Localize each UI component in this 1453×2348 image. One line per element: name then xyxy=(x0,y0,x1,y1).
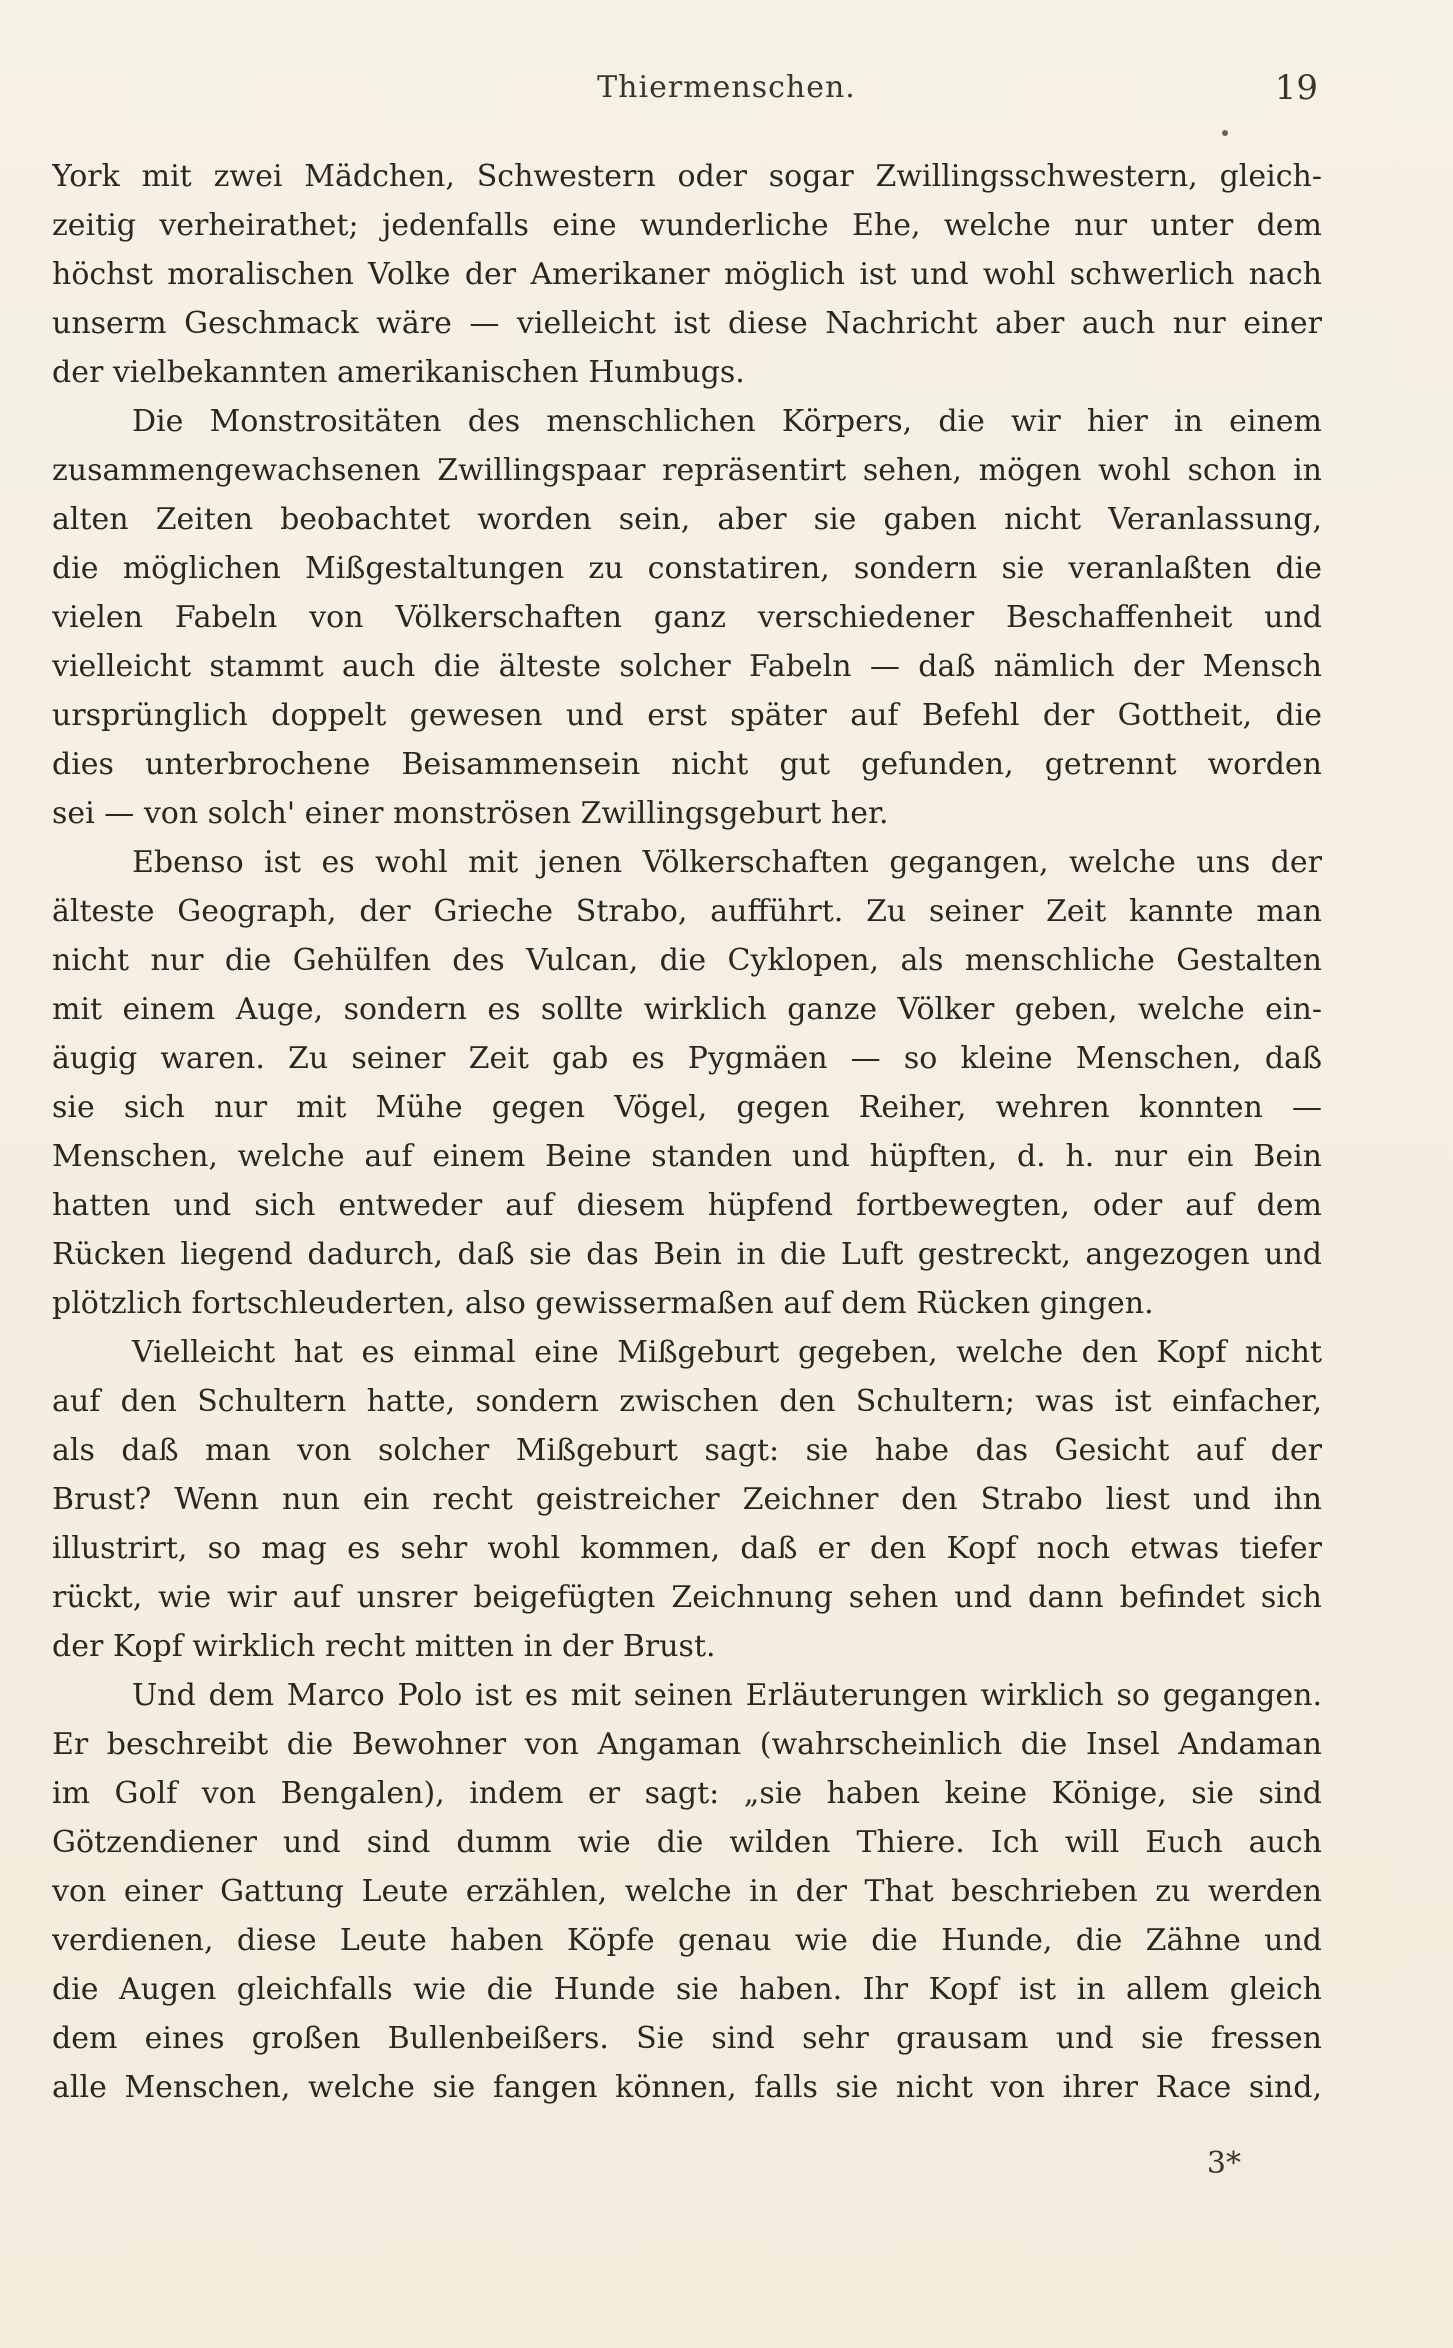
text-line: Und dem Marco Polo ist es mit seinen Erläuterungen wirklich so gegangen. xyxy=(132,1678,1322,1713)
text-line: York mit zwei Mädchen, Schwestern oder sogar Zwillingsschwestern, gleich- xyxy=(52,159,1322,194)
text-line: ursprünglich doppelt gewesen und erst später auf Befehl der Gottheit, die xyxy=(52,698,1322,733)
text-line: von einer Gattung Leute erzählen, welche in der That beschrieben zu werden xyxy=(52,1874,1322,1909)
text-line: rückt, wie wir auf unsrer beigefügten Zeichnung sehen und dann befindet sich xyxy=(52,1580,1322,1615)
text-line: älteste Geograph, der Grieche Strabo, aufführt. Zu seiner Zeit kannte man xyxy=(52,894,1322,929)
text-line: dem eines großen Bullenbeißers. Sie sind sehr grausam und sie fressen xyxy=(52,2021,1322,2056)
text-line: vielleicht stammt auch die älteste solcher Fabeln — daß nämlich der Mensch xyxy=(52,649,1322,684)
text-line: die möglichen Mißgestaltungen zu constatiren, sondern sie veranlaßten die xyxy=(52,551,1322,586)
text-line: Menschen, welche auf einem Beine standen und hüpften, d. h. nur ein Bein xyxy=(52,1139,1322,1174)
text-line: illustrirt, so mag es sehr wohl kommen, daß er den Kopf noch etwas tiefer xyxy=(52,1531,1322,1566)
text-line: Er beschreibt die Bewohner von Angaman (wahrscheinlich die Insel Andaman xyxy=(52,1727,1322,1762)
text-line: hatten und sich entweder auf diesem hüpfend fortbewegten, oder auf dem xyxy=(52,1188,1322,1223)
text-line: zusammengewachsenen Zwillingspaar repräsentirt sehen, mögen wohl schon in xyxy=(52,453,1322,488)
text-line: Götzendiener und sind dumm wie die wilden Thiere. Ich will Euch auch xyxy=(52,1825,1322,1860)
text-line: verdienen, diese Leute haben Köpfe genau wie die Hunde, die Zähne und xyxy=(52,1923,1322,1958)
text-line: mit einem Auge, sondern es sollte wirklich ganze Völker geben, welche ein- xyxy=(52,992,1322,1027)
text-line: sie sich nur mit Mühe gegen Vögel, gegen Reiher, wehren konnten — xyxy=(52,1090,1322,1125)
text-line: im Golf von Bengalen), indem er sagt: „sie haben keine Könige, sie sind xyxy=(52,1776,1322,1811)
text-line: Vielleicht hat es einmal eine Mißgeburt gegeben, welche den Kopf nicht xyxy=(132,1335,1322,1370)
text-line: alle Menschen, welche sie fangen können, falls sie nicht von ihrer Race sind, xyxy=(52,2070,1322,2105)
running-title: Thiermenschen. xyxy=(597,70,856,105)
text-line: als daß man von solcher Mißgeburt sagt: sie habe das Gesicht auf der xyxy=(52,1433,1322,1468)
print-speck xyxy=(1222,130,1228,136)
text-line: die Augen gleichfalls wie die Hunde sie haben. Ihr Kopf ist in allem gleich xyxy=(52,1972,1322,2007)
text-line: Ebenso ist es wohl mit jenen Völkerschaften gegangen, welche uns der xyxy=(132,845,1322,880)
text-line: dies unterbrochene Beisammensein nicht gut gefunden, getrennt worden xyxy=(52,747,1322,782)
text-line: sei — von solch' einer monströsen Zwillingsgeburt her. xyxy=(52,796,889,831)
text-line: alten Zeiten beobachtet worden sein, aber sie gaben nicht Veranlassung, xyxy=(52,502,1322,537)
text-line: auf den Schultern hatte, sondern zwischen den Schultern; was ist einfacher, xyxy=(52,1384,1322,1419)
text-line: der vielbekannten amerikanischen Humbugs. xyxy=(52,355,745,390)
text-line: zeitig verheirathet; jedenfalls eine wunderliche Ehe, welche nur unter dem xyxy=(52,208,1322,243)
text-line: vielen Fabeln von Völkerschaften ganz verschiedener Beschaffenheit und xyxy=(52,600,1322,635)
text-line: der Kopf wirklich recht mitten in der Brust. xyxy=(52,1629,716,1664)
text-line: unserm Geschmack wäre — vielleicht ist diese Nachricht aber auch nur einer xyxy=(52,306,1322,341)
signature-mark: 3* xyxy=(1206,2146,1241,2181)
text-line: plötzlich fortschleuderten, also gewissermaßen auf dem Rücken gingen. xyxy=(52,1286,1154,1321)
text-line: höchst moralischen Volke der Amerikaner möglich ist und wohl schwerlich nach xyxy=(52,257,1322,292)
text-line: Brust? Wenn nun ein recht geistreicher Zeichner den Strabo liest und ihn xyxy=(52,1482,1322,1517)
text-line: Die Monstrositäten des menschlichen Körpers, die wir hier in einem xyxy=(132,404,1322,439)
body-text xyxy=(52,152,1322,2112)
text-line: nicht nur die Gehülfen des Vulcan, die Cyklopen, als menschliche Gestalten xyxy=(52,943,1322,978)
page-number: 19 xyxy=(1274,68,1318,108)
text-line: Rücken liegend dadurch, daß sie das Bein in die Luft gestreckt, angezogen und xyxy=(52,1237,1322,1272)
text-line: äugig waren. Zu seiner Zeit gab es Pygmäen — so kleine Menschen, daß xyxy=(52,1041,1322,1076)
